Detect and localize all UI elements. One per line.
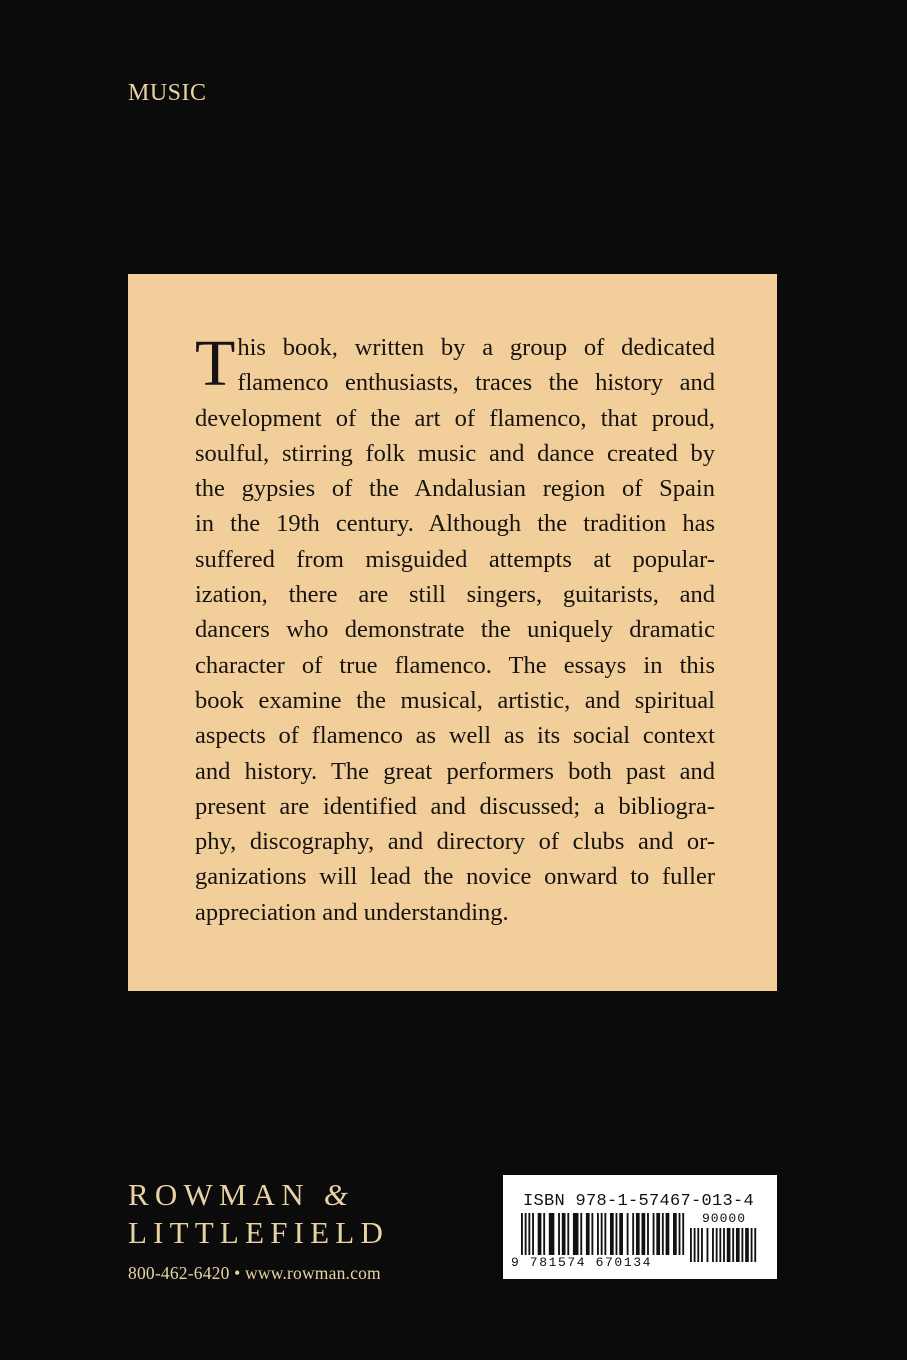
publisher-contact: 800-462-6420 • www.rowman.com <box>128 1263 381 1283</box>
barcode-bar <box>532 1213 534 1255</box>
barcode-bar <box>591 1213 593 1255</box>
publisher-ampersand: & <box>323 1177 348 1212</box>
barcode-bar <box>642 1213 646 1255</box>
blurb-line: suffered from misguided attempts at popular- <box>195 545 715 573</box>
blurb-line: flamenco enthusiasts, traces the history and <box>237 369 715 397</box>
barcode-bar <box>597 1213 599 1255</box>
blurb-line: soulful, stirring folk music and dance created by <box>195 439 715 467</box>
barcode-bar <box>543 1213 545 1255</box>
barcode-bar <box>741 1228 743 1262</box>
barcode-bar <box>727 1228 731 1262</box>
barcode-bar <box>656 1213 660 1255</box>
barcode-bar <box>573 1213 579 1255</box>
barcode-bar <box>549 1213 555 1255</box>
category-label: MUSIC <box>128 80 207 106</box>
barcode-bar <box>525 1213 527 1255</box>
blurb-line: dancers who demonstrate the uniquely dramatic <box>195 616 715 644</box>
barcode-bar <box>538 1213 542 1255</box>
barcode-bar <box>694 1228 696 1262</box>
blurb-line: his book, written by a group of dedicated <box>237 334 715 361</box>
barcode-bar <box>653 1213 655 1255</box>
blurb-line: in the 19th century. Although the tradition has <box>195 510 715 538</box>
publisher-block <box>128 1176 389 1284</box>
barcode-bar <box>712 1228 714 1262</box>
barcode-bar <box>745 1228 749 1262</box>
drop-cap: T <box>195 327 236 400</box>
barcode-bar <box>647 1213 649 1255</box>
barcode-bar <box>521 1213 523 1255</box>
blurb-text <box>195 327 715 930</box>
barcode-bar <box>586 1213 590 1255</box>
barcode-bar <box>632 1213 634 1255</box>
barcode-bar <box>562 1213 566 1255</box>
barcode-bar <box>636 1213 640 1255</box>
blurb-line: present are identified and discussed; a bibliogra- <box>195 792 715 820</box>
barcode-bar <box>580 1213 582 1255</box>
isbn-label: ISBN 978-1-57467-013-4 <box>523 1192 755 1211</box>
blurb-line: the gypsies of the Andalusian region of Spain <box>195 475 715 503</box>
blurb-line: ganizations will lead the novice onward to fuller <box>195 863 715 891</box>
barcode-bar <box>736 1228 740 1262</box>
blurb-line: appreciation and understanding. <box>195 898 509 926</box>
addon-barcode <box>690 1228 758 1262</box>
barcode-bar <box>616 1213 618 1255</box>
ean-barcode <box>521 1213 686 1261</box>
price-code: 90000 <box>701 1211 746 1226</box>
publisher-name-line-1 <box>128 1176 389 1214</box>
barcode-bar <box>619 1213 623 1255</box>
barcode-bar <box>627 1213 629 1255</box>
publisher-name-rowman: ROWMAN <box>128 1177 324 1212</box>
blurb-line: aspects of flamenco as well as its social context <box>195 722 715 750</box>
barcode-bar <box>666 1213 670 1255</box>
blurb-line: character of true flamenco. The essays in this <box>195 651 715 679</box>
barcode-bar <box>707 1228 709 1262</box>
barcode-bar <box>610 1213 614 1255</box>
barcode-bar <box>604 1213 606 1255</box>
barcode-bar <box>716 1228 718 1262</box>
blurb-line: book examine the musical, artistic, and spiritual <box>195 686 715 714</box>
blurb-line: development of the art of flamenco, that proud, <box>195 404 715 432</box>
blurb-line: and history. The great performers both past and <box>195 757 715 785</box>
barcode-bar <box>558 1213 560 1255</box>
barcode-bar <box>673 1213 677 1255</box>
barcode-bar <box>754 1228 756 1262</box>
barcode-bar <box>697 1228 699 1262</box>
publisher-name-line-2: LITTLEFIELD <box>128 1215 390 1250</box>
barcode-bar <box>679 1213 681 1255</box>
barcode-bar <box>601 1213 603 1255</box>
barcode-bar <box>751 1228 753 1262</box>
barcode-bar <box>723 1228 725 1262</box>
barcode-bar <box>719 1228 721 1262</box>
barcode-bar <box>701 1228 703 1262</box>
ean-digits: 9 781574 670134 <box>511 1255 653 1270</box>
barcode-bar <box>732 1228 734 1262</box>
barcode-bar <box>690 1228 692 1262</box>
barcode-bar <box>567 1213 569 1255</box>
barcode-bar <box>528 1213 530 1255</box>
barcode-bar <box>682 1213 684 1255</box>
blurb-line: ization, there are still singers, guitarists, and <box>195 581 715 609</box>
barcode-box <box>503 1175 777 1279</box>
blurb-line: phy, discography, and directory of clubs and or- <box>195 828 715 856</box>
barcode-bar <box>662 1213 664 1255</box>
blurb-panel <box>128 274 777 991</box>
